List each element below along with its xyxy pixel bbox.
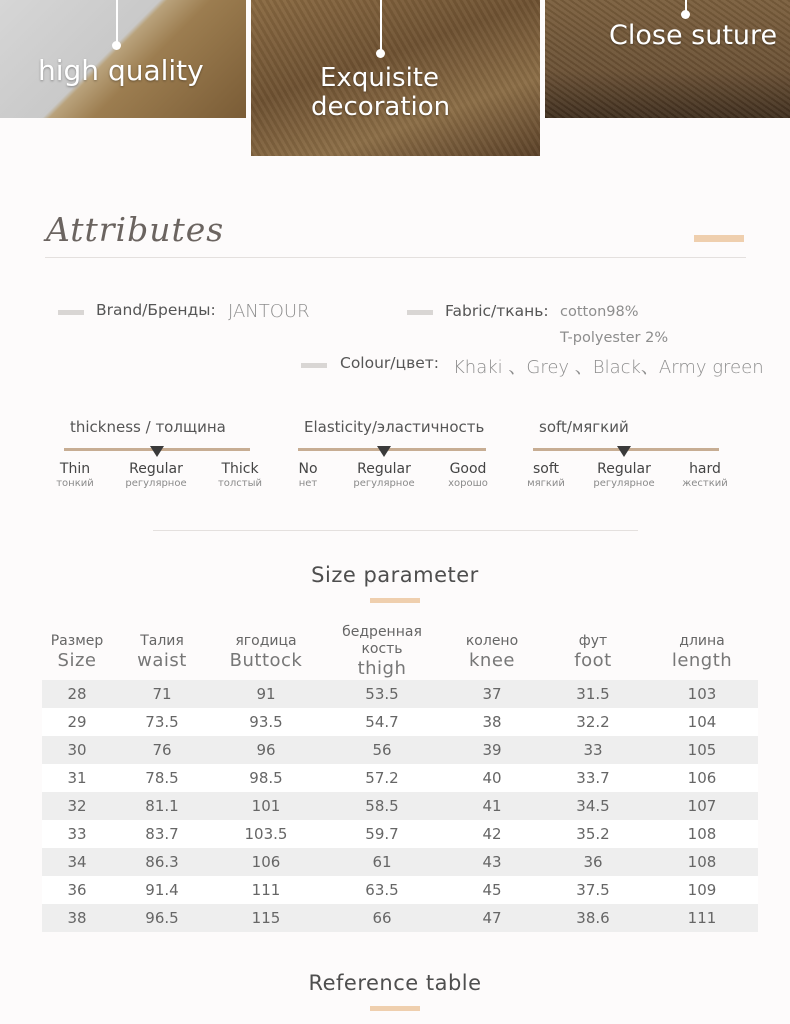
callout-dot <box>681 10 690 19</box>
cell-foot: 35.2 <box>540 820 646 848</box>
softness-option-hard: hard жесткий <box>682 461 728 489</box>
heading-accent-bar <box>694 235 744 242</box>
colour-label: Colour/цвет: <box>340 354 439 372</box>
cell-size: 30 <box>42 736 112 764</box>
table-row <box>42 764 758 792</box>
table-row <box>42 708 758 736</box>
cell-length: 109 <box>646 876 758 904</box>
cell-size: 32 <box>42 792 112 820</box>
cell-size: 31 <box>42 764 112 792</box>
cell-buttock: 91 <box>212 680 320 708</box>
callout-line <box>116 0 118 44</box>
thickness-option-thick: Thick толстый <box>217 461 263 489</box>
elasticity-scale-title: Elasticity/эластичность <box>304 418 485 436</box>
cell-length: 107 <box>646 792 758 820</box>
reference-table-heading: Reference table <box>308 971 482 995</box>
cell-thigh: 57.2 <box>320 764 444 792</box>
colour-value: Khaki 、Grey 、Black、Army green <box>453 357 764 378</box>
photo-close-suture <box>545 0 790 118</box>
cell-foot: 33.7 <box>540 764 646 792</box>
cell-knee: 40 <box>444 764 540 792</box>
softness-option-soft: soft мягкий <box>527 461 565 489</box>
softness-option-regular: Regular регулярное <box>593 461 655 489</box>
thickness-option-regular: Regular регулярное <box>125 461 187 489</box>
elasticity-marker-icon <box>377 446 391 457</box>
table-row <box>42 680 758 708</box>
cell-buttock: 115 <box>212 904 320 932</box>
cell-waist: 91.4 <box>112 876 212 904</box>
photo-caption: high quality <box>38 54 204 87</box>
cell-buttock: 98.5 <box>212 764 320 792</box>
cell-waist: 83.7 <box>112 820 212 848</box>
heading-accent-bar <box>370 598 420 603</box>
col-header-length: длина length <box>671 632 733 671</box>
cell-knee: 42 <box>444 820 540 848</box>
cell-size: 34 <box>42 848 112 876</box>
cell-foot: 37.5 <box>540 876 646 904</box>
cell-thigh: 56 <box>320 736 444 764</box>
thickness-scale-title: thickness / толщина <box>70 418 226 436</box>
fabric-value-line1: cotton98% <box>560 304 639 320</box>
bullet-dash <box>301 363 327 368</box>
cell-size: 28 <box>42 680 112 708</box>
photo-caption-line1: Exquisite <box>320 63 439 93</box>
divider <box>153 530 638 531</box>
cell-knee: 43 <box>444 848 540 876</box>
table-row <box>42 736 758 764</box>
cell-length: 111 <box>646 904 758 932</box>
cell-length: 105 <box>646 736 758 764</box>
heading-accent-bar <box>370 1006 420 1011</box>
cell-foot: 33 <box>540 736 646 764</box>
size-table-header <box>42 624 758 680</box>
col-header-waist: Талия waist <box>137 632 187 671</box>
cell-knee: 38 <box>444 708 540 736</box>
cell-thigh: 53.5 <box>320 680 444 708</box>
cell-length: 108 <box>646 848 758 876</box>
divider <box>45 257 746 258</box>
photo-exquisite-decoration <box>251 0 540 156</box>
size-parameter-heading: Size parameter <box>311 563 479 587</box>
cell-foot: 38.6 <box>540 904 646 932</box>
cell-size: 29 <box>42 708 112 736</box>
cell-length: 106 <box>646 764 758 792</box>
cell-size: 38 <box>42 904 112 932</box>
cell-thigh: 58.5 <box>320 792 444 820</box>
cell-buttock: 93.5 <box>212 708 320 736</box>
elasticity-scale-line <box>298 448 486 451</box>
cell-foot: 36 <box>540 848 646 876</box>
cell-size: 33 <box>42 820 112 848</box>
cell-foot: 31.5 <box>540 680 646 708</box>
cell-length: 103 <box>646 680 758 708</box>
cell-length: 108 <box>646 820 758 848</box>
brand-label: Brand/Бренды: <box>96 301 216 319</box>
elasticity-option-regular: Regular регулярное <box>353 461 415 489</box>
attributes-heading: Attributes <box>46 210 225 249</box>
cell-waist: 76 <box>112 736 212 764</box>
cell-buttock: 103.5 <box>212 820 320 848</box>
photo-caption: Close suture <box>609 20 778 51</box>
table-row <box>42 792 758 820</box>
size-table <box>42 624 758 932</box>
cell-thigh: 63.5 <box>320 876 444 904</box>
thickness-marker-icon <box>150 446 164 457</box>
callout-dot <box>112 41 121 50</box>
brand-value: JANTOUR <box>228 301 310 322</box>
cell-buttock: 111 <box>212 876 320 904</box>
softness-marker-icon <box>617 446 631 457</box>
cell-knee: 41 <box>444 792 540 820</box>
cell-length: 104 <box>646 708 758 736</box>
col-header-size: Размер Size <box>50 632 104 671</box>
cell-thigh: 66 <box>320 904 444 932</box>
cell-waist: 81.1 <box>112 792 212 820</box>
col-header-thigh: бедренная кость thigh <box>342 624 422 679</box>
cell-thigh: 61 <box>320 848 444 876</box>
table-row <box>42 820 758 848</box>
cell-waist: 78.5 <box>112 764 212 792</box>
table-row <box>42 904 758 932</box>
cell-thigh: 59.7 <box>320 820 444 848</box>
cell-buttock: 106 <box>212 848 320 876</box>
cell-foot: 32.2 <box>540 708 646 736</box>
cell-waist: 73.5 <box>112 708 212 736</box>
photo-high-quality <box>0 0 246 118</box>
cell-foot: 34.5 <box>540 792 646 820</box>
callout-line <box>380 0 382 52</box>
cell-thigh: 54.7 <box>320 708 444 736</box>
cell-knee: 37 <box>444 680 540 708</box>
fabric-value-line2: T-polyester 2% <box>560 330 669 346</box>
callout-dot <box>376 49 385 58</box>
cell-waist: 96.5 <box>112 904 212 932</box>
cell-knee: 45 <box>444 876 540 904</box>
col-header-buttock: ягодица Buttock <box>229 632 303 671</box>
softness-scale-title: soft/мягкий <box>539 418 629 436</box>
elasticity-option-good: Good хорошо <box>448 461 488 489</box>
cell-size: 36 <box>42 876 112 904</box>
table-row <box>42 848 758 876</box>
cell-knee: 39 <box>444 736 540 764</box>
cell-waist: 86.3 <box>112 848 212 876</box>
cell-waist: 71 <box>112 680 212 708</box>
col-header-knee: колено knee <box>465 632 519 671</box>
cell-buttock: 101 <box>212 792 320 820</box>
col-header-foot: фут foot <box>574 632 612 671</box>
fabric-label: Fabric/ткань: <box>445 302 549 320</box>
cell-knee: 47 <box>444 904 540 932</box>
cell-buttock: 96 <box>212 736 320 764</box>
photo-caption-line2: decoration <box>311 92 451 122</box>
bullet-dash <box>407 310 433 315</box>
elasticity-option-no: No нет <box>298 461 318 489</box>
thickness-option-thin: Thin тонкий <box>56 461 94 489</box>
bullet-dash <box>58 310 84 315</box>
table-row <box>42 876 758 904</box>
